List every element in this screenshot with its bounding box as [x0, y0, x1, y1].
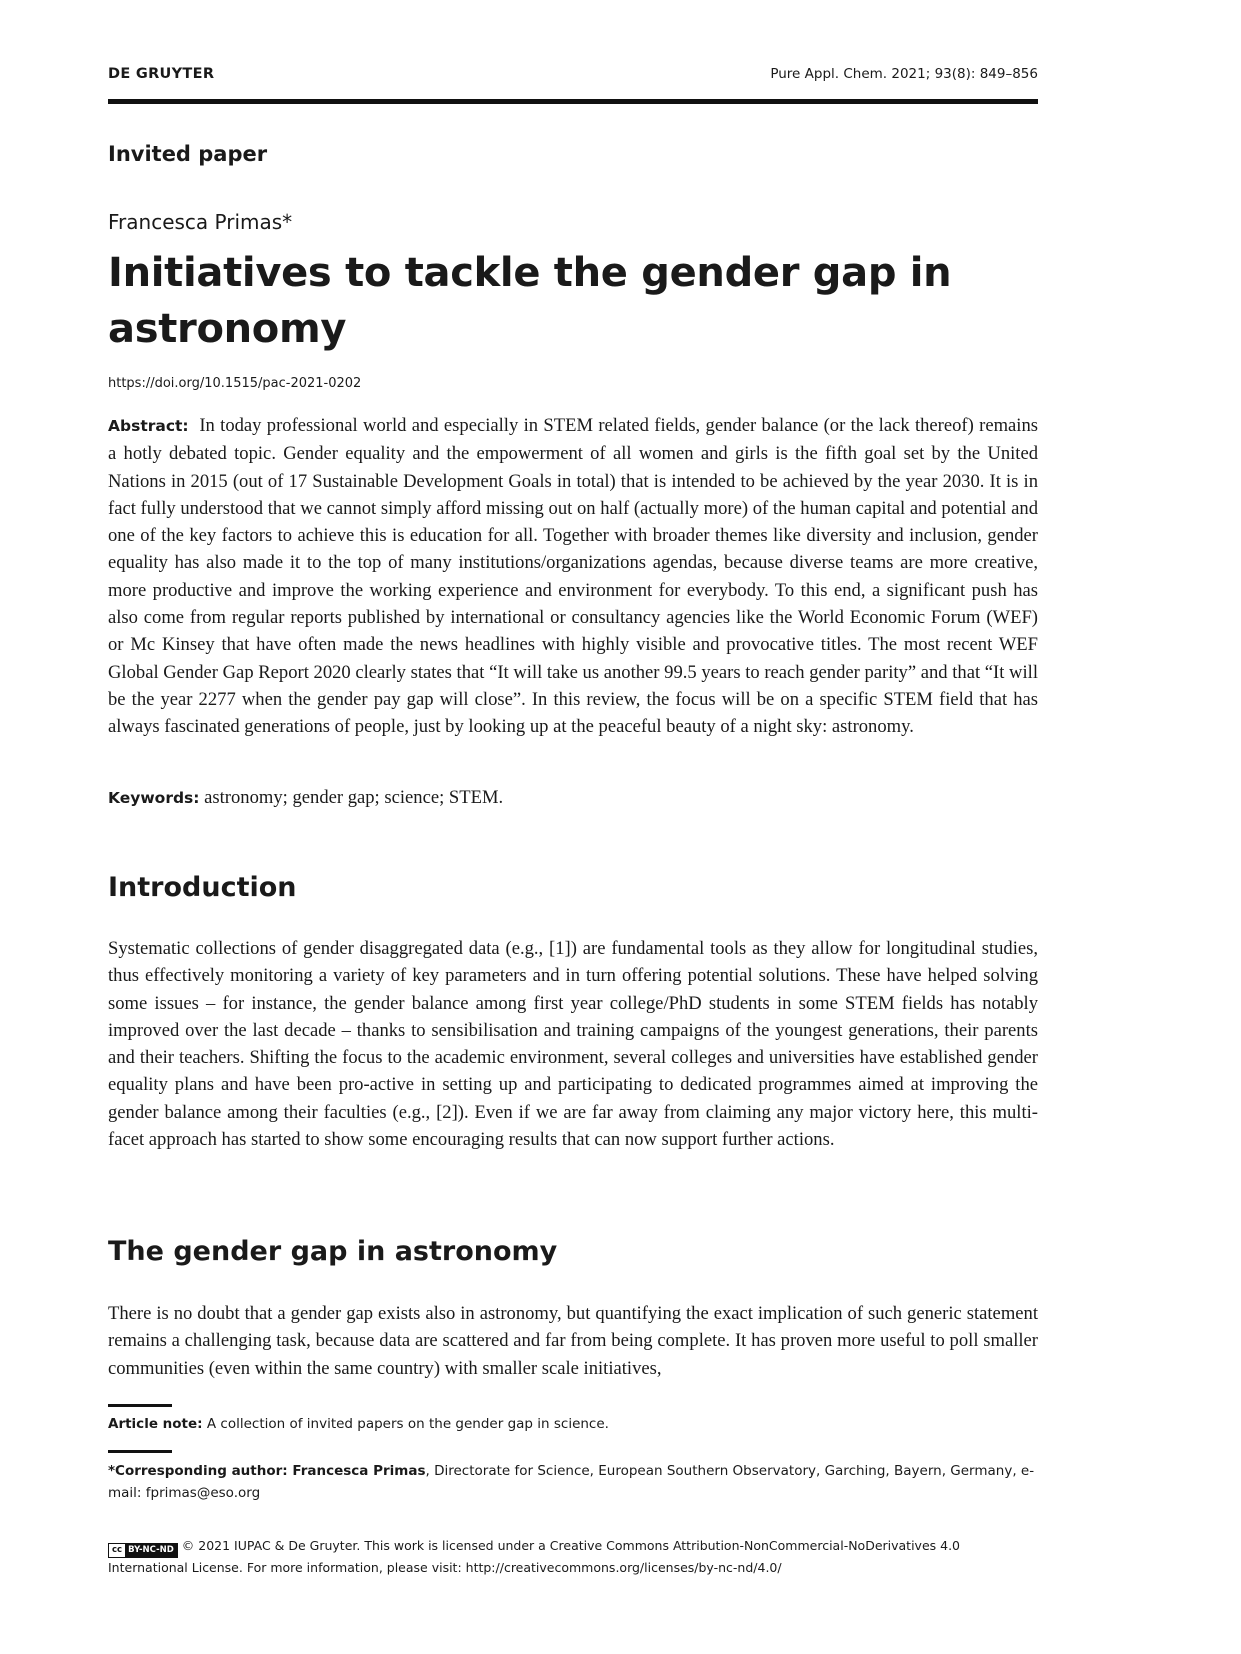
- doi-link[interactable]: https://doi.org/10.1515/pac-2021-0202: [108, 376, 362, 391]
- publisher-name: DE GRUYTER: [108, 66, 215, 82]
- section-text-introduction: Systematic collections of gender disaggregated data (e.g., [1]) are fundamental tools as they allow for longitudinal studies, thus effectively monitoring a variety of key parameters and in turn offering potential solutions. These have helped solving some issues – for instance, the gender balance among first year college/PhD students in some STEM fields has notably improved over the last decade – thanks to sensibilisation and training campaigns of the youngest generations, their parents and their teachers. Shifting the focus to the academic environment, several colleges and universities have established gender equality plans and have been pro-active in setting up and participating to dedicated programmes aimed at improving the gender balance among their faculties (e.g., [2]). Even if we are far away from claiming any major victory here, this multi-facet approach has started to show some encouraging results that can now support further actions.: [108, 938, 1038, 1151]
- article-note: [108, 1413, 1038, 1435]
- article-type: Invited paper: [108, 142, 268, 166]
- author-name: Francesca Primas*: [108, 210, 293, 234]
- keywords: [108, 784, 1038, 812]
- running-header: [108, 66, 1038, 88]
- license-text: © 2021 IUPAC & De Gruyter. This work is licensed under a Creative Commons Attribution-NonCommercial-NoDerivatives 4.0 International License. For more information, please visit: http://creativecommons.org/licenses/by-nc-nd/4.0/: [108, 1538, 961, 1575]
- abstract-label: Abstract:: [108, 417, 189, 435]
- article-note-label: Article note:: [108, 1416, 203, 1432]
- section-heading-introduction: Introduction: [108, 872, 297, 903]
- corresponding-author-text: , Directorate for Science, European Southern Observatory, Garching, Bayern, Germany, e-mail: fprimas@eso.org: [108, 1463, 1035, 1501]
- footnote-rule: [108, 1404, 172, 1407]
- article-note-text: A collection of invited papers on the gender gap in science.: [206, 1416, 609, 1432]
- corresponding-author-note: [108, 1460, 1038, 1504]
- keywords-label: Keywords:: [108, 789, 200, 807]
- section-heading-gender-gap: The gender gap in astronomy: [108, 1236, 558, 1267]
- license-statement: [108, 1536, 1038, 1577]
- license-type: BY-NC-ND: [125, 1544, 177, 1557]
- corresponding-author-label: *Corresponding author: Francesca Primas: [108, 1463, 426, 1479]
- header-rule: [108, 99, 1038, 104]
- section-text-gender-gap: There is no doubt that a gender gap exists also in astronomy, but quantifying the exact implication of such generic statement remains a challenging task, because data are scattered and far from being complete. It has proven more useful to poll smaller communities (even within the same country) with smaller scale initiatives,: [108, 1303, 1038, 1379]
- abstract: [108, 412, 1038, 741]
- journal-citation: Pure Appl. Chem. 2021; 93(8): 849–856: [770, 66, 1038, 82]
- article-title: Initiatives to tackle the gender gap in astronomy: [108, 250, 952, 352]
- cc-icon: cc: [109, 1544, 125, 1557]
- footnote-rule: [108, 1450, 172, 1453]
- abstract-text: In today professional world and especially in STEM related fields, gender balance (or the lack thereof) remains a hotly debated topic. Gender equality and the empowerment of all women and girls is the fifth goal set by the United Nations in 2015 (out of 17 Sustainable Development Goals in total) that is intended to be achieved by the year 2030. It is in fact fully understood that we cannot simply afford missing out on half (actually more) of the human capital and potential and one of the key factors to achieve this is education for all. Together with broader themes like diversity and inclusion, gender equality has also made it to the top of many institutions/organizations agendas, because diverse teams are more creative, more productive and improve the working experience and environment for everybody. To this end, a significant push has also come from regular reports published by international or consultancy agencies like the World Economic Forum (WEF) or Mc Kinsey that have often made the news headlines with highly visible and provocative titles. The most recent WEF Global Gender Gap Report 2020 clearly states that “It will take us another 99.5 years to reach gender parity” and that “It will be the year 2277 when the gender pay gap will close”. In this review, the focus will be on a specific STEM field that has always fascinated generations of people, just by looking up at the peaceful beauty of a night sky: astronomy.: [108, 415, 1039, 738]
- keywords-text: astronomy; gender gap; science; STEM.: [204, 787, 504, 808]
- cc-license-badge[interactable]: [108, 1543, 178, 1558]
